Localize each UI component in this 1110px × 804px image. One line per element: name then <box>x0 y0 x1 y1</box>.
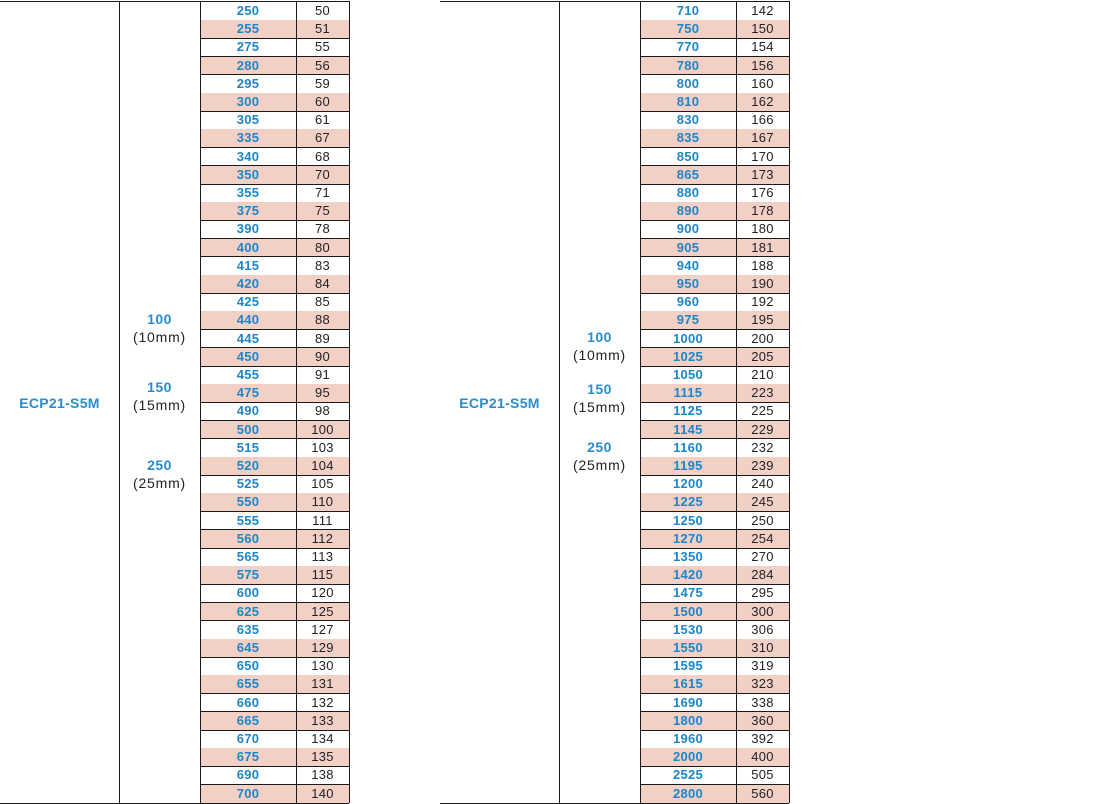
teeth-count: 360 <box>751 712 774 728</box>
table-row <box>200 166 349 184</box>
teeth-count: 239 <box>751 458 774 473</box>
teeth-count: 392 <box>751 731 774 746</box>
table-row <box>640 730 789 748</box>
teeth-count: 200 <box>751 330 774 346</box>
teeth-count: 229 <box>751 421 774 437</box>
teeth-count: 173 <box>751 166 774 182</box>
table-row <box>640 439 789 457</box>
teeth-count: 150 <box>751 21 774 37</box>
table-row <box>640 166 789 184</box>
table-row <box>200 512 349 530</box>
belt-length: 300 <box>236 94 260 109</box>
teeth-count: 210 <box>751 367 774 382</box>
belt-length: 710 <box>676 3 700 18</box>
belt-length: 850 <box>676 148 700 164</box>
teeth-count: 166 <box>751 112 774 128</box>
teeth-count: 132 <box>311 694 334 710</box>
teeth-count: 323 <box>751 676 774 692</box>
table-row <box>640 493 789 511</box>
belt-length: 355 <box>236 185 260 200</box>
belt-length: 665 <box>236 712 260 728</box>
table-row <box>640 712 789 730</box>
teeth-count: 88 <box>314 312 331 328</box>
belt-length: 940 <box>676 257 700 273</box>
belt-length: 575 <box>236 567 260 583</box>
teeth-count: 60 <box>314 94 331 109</box>
teeth-count: 78 <box>314 221 331 237</box>
teeth-count: 162 <box>751 94 774 109</box>
table-row <box>640 148 789 166</box>
teeth-count: 178 <box>751 203 774 219</box>
teeth-count: 55 <box>314 39 331 55</box>
table-row <box>200 75 349 93</box>
table-row <box>200 548 349 566</box>
belt-length: 1475 <box>672 585 704 601</box>
teeth-count: 120 <box>311 585 334 601</box>
table-row <box>200 93 349 111</box>
belt-length: 1270 <box>672 530 704 546</box>
teeth-count: 245 <box>751 494 774 510</box>
teeth-count: 134 <box>311 731 334 746</box>
table-row <box>640 475 789 493</box>
belt-length: 1125 <box>673 403 703 419</box>
belt-length: 390 <box>236 221 260 237</box>
table-row <box>640 402 789 420</box>
belt-length: 1595 <box>672 658 704 674</box>
teeth-count: 170 <box>751 148 774 164</box>
width-option <box>119 378 200 414</box>
belt-length: 295 <box>236 75 260 91</box>
table-row <box>640 311 789 329</box>
table-row <box>640 111 789 129</box>
teeth-count: 80 <box>314 239 331 255</box>
teeth-count: 142 <box>751 3 774 18</box>
belt-length: 780 <box>676 57 700 73</box>
table-row <box>640 75 789 93</box>
belt-length: 660 <box>236 694 260 710</box>
teeth-count: 127 <box>311 621 334 637</box>
column-divider <box>296 1 297 803</box>
table-row <box>640 257 789 275</box>
belt-length: 1000 <box>672 330 704 346</box>
teeth-count: 115 <box>311 567 334 583</box>
teeth-count: 51 <box>314 21 331 37</box>
teeth-count: 138 <box>311 767 334 783</box>
teeth-count: 176 <box>751 185 774 200</box>
table-row <box>640 93 789 111</box>
teeth-count: 75 <box>314 203 331 219</box>
belt-length: 1160 <box>673 439 703 455</box>
teeth-count: 61 <box>314 112 331 128</box>
belt-length: 305 <box>236 112 260 128</box>
belt-length: 475 <box>236 385 260 401</box>
width-option <box>559 438 640 474</box>
teeth-count: 59 <box>314 75 331 91</box>
belt-length: 1550 <box>672 640 704 655</box>
belt-length: 770 <box>676 39 700 55</box>
teeth-count: 105 <box>311 476 334 492</box>
teeth-count: 90 <box>314 348 331 364</box>
belt-length: 1225 <box>672 494 704 510</box>
table-row <box>640 202 789 220</box>
table-row <box>640 584 789 602</box>
column-divider <box>200 1 201 803</box>
belt-length: 1200 <box>672 476 704 492</box>
table-row <box>200 766 349 784</box>
teeth-count: 284 <box>751 567 774 583</box>
table-row <box>200 293 349 311</box>
teeth-count: 310 <box>751 640 774 655</box>
table-row <box>200 220 349 238</box>
table-row <box>200 275 349 293</box>
table-row <box>200 330 349 348</box>
belt-length: 440 <box>236 312 260 328</box>
column-divider <box>349 1 350 803</box>
belt-table-right <box>440 0 790 804</box>
belt-length: 1800 <box>672 712 704 728</box>
table-row <box>640 20 789 38</box>
table-row <box>200 639 349 657</box>
table-row <box>200 202 349 220</box>
teeth-count: 250 <box>751 512 774 528</box>
width-option <box>559 380 640 416</box>
teeth-count: 240 <box>751 476 774 492</box>
belt-length: 425 <box>236 294 260 310</box>
belt-length: 1420 <box>672 567 704 583</box>
teeth-count: 181 <box>751 239 774 255</box>
belt-length: 415 <box>236 257 260 273</box>
teeth-count: 71 <box>314 185 331 200</box>
table-row <box>200 439 349 457</box>
table-row <box>640 384 789 402</box>
belt-length: 420 <box>236 276 260 291</box>
teeth-count: 154 <box>751 39 774 55</box>
belt-length: 1350 <box>672 549 704 564</box>
belt-length: 880 <box>676 185 700 200</box>
belt-length: 445 <box>236 330 260 346</box>
width-option <box>119 456 200 492</box>
belt-length: 490 <box>236 403 260 419</box>
belt-length: 1145 <box>673 421 703 437</box>
width-mm: (10mm) <box>572 347 627 363</box>
teeth-count: 98 <box>314 403 331 419</box>
belt-length: 280 <box>236 57 260 73</box>
teeth-count: 112 <box>311 530 334 546</box>
width-value: 250 <box>587 439 612 455</box>
width-mm: (10mm) <box>132 329 187 345</box>
teeth-count: 338 <box>751 694 774 710</box>
table-row <box>640 129 789 147</box>
teeth-count: 113 <box>311 549 334 564</box>
belt-length: 515 <box>236 439 260 455</box>
belt-length: 670 <box>236 731 260 746</box>
belt-length: 1615 <box>672 676 704 692</box>
teeth-count: 167 <box>751 130 774 146</box>
belt-length: 2800 <box>672 785 704 801</box>
width-value: 100 <box>587 329 612 345</box>
belt-length: 500 <box>236 421 260 437</box>
table-row <box>200 257 349 275</box>
teeth-count: 104 <box>311 458 334 473</box>
belt-length: 2000 <box>672 749 704 765</box>
table-row <box>640 657 789 675</box>
belt-length: 700 <box>236 785 260 801</box>
table-row <box>200 184 349 202</box>
teeth-count: 225 <box>751 403 774 419</box>
belt-length: 1195 <box>673 458 703 473</box>
teeth-count: 188 <box>751 257 774 273</box>
belt-length: 525 <box>236 476 260 492</box>
table-row <box>640 421 789 439</box>
belt-length: 555 <box>236 512 260 528</box>
model-name: ECP21-S5M <box>459 395 540 411</box>
teeth-count: 129 <box>311 640 334 655</box>
belt-length: 335 <box>236 130 260 146</box>
table-row <box>200 621 349 639</box>
belt-length: 690 <box>236 767 260 783</box>
belt-length: 650 <box>236 658 260 674</box>
belt-length: 375 <box>236 203 260 219</box>
belt-length: 635 <box>236 621 260 637</box>
table-row <box>200 311 349 329</box>
table-row <box>640 239 789 257</box>
table-row <box>640 366 789 384</box>
belt-length: 255 <box>236 21 260 37</box>
table-row <box>200 402 349 420</box>
teeth-count: 133 <box>311 712 334 728</box>
teeth-count: 232 <box>751 439 774 455</box>
belt-length: 1115 <box>673 385 703 401</box>
table-row <box>640 457 789 475</box>
teeth-count: 91 <box>314 367 331 382</box>
belt-length: 250 <box>236 3 260 18</box>
table-row <box>640 748 789 766</box>
table-row <box>200 111 349 129</box>
column-divider <box>559 1 560 803</box>
belt-length: 800 <box>676 75 700 91</box>
teeth-count: 254 <box>751 530 774 546</box>
teeth-count: 70 <box>314 166 331 182</box>
table-row <box>640 566 789 584</box>
table-row <box>200 148 349 166</box>
table-row <box>640 220 789 238</box>
teeth-count: 190 <box>751 276 774 291</box>
teeth-count: 103 <box>311 439 334 455</box>
table-row <box>200 421 349 439</box>
width-option <box>559 328 640 364</box>
belt-length: 1960 <box>672 731 704 746</box>
belt-length: 890 <box>676 203 700 219</box>
table-row <box>640 184 789 202</box>
belt-length: 905 <box>676 239 700 255</box>
teeth-count: 67 <box>314 130 331 146</box>
table-row <box>200 38 349 56</box>
belt-length: 900 <box>676 221 700 237</box>
belt-length: 960 <box>676 294 700 310</box>
belt-length: 1050 <box>672 367 704 382</box>
width-value: 100 <box>147 311 172 327</box>
belt-length: 1500 <box>672 603 704 619</box>
teeth-count: 111 <box>312 512 333 528</box>
table-row <box>200 748 349 766</box>
teeth-count: 125 <box>311 603 334 619</box>
teeth-count: 131 <box>311 676 334 692</box>
table-row <box>640 603 789 621</box>
table-row <box>640 694 789 712</box>
table-row <box>640 2 789 20</box>
table-row <box>640 348 789 366</box>
teeth-count: 180 <box>751 221 774 237</box>
belt-length: 400 <box>236 239 260 255</box>
table-row <box>200 129 349 147</box>
teeth-count: 270 <box>751 549 774 564</box>
table-row <box>640 639 789 657</box>
belt-length: 550 <box>236 494 260 510</box>
table-row <box>200 475 349 493</box>
teeth-count: 50 <box>314 3 331 18</box>
belt-length: 600 <box>236 585 260 601</box>
width-mm: (25mm) <box>132 475 187 491</box>
table-row <box>640 766 789 784</box>
teeth-count: 560 <box>751 785 774 801</box>
teeth-count: 400 <box>751 749 774 765</box>
belt-length: 275 <box>236 39 260 55</box>
model-name: ECP21-S5M <box>19 395 100 411</box>
table-row <box>200 239 349 257</box>
teeth-count: 135 <box>311 749 334 765</box>
belt-length: 1690 <box>672 694 704 710</box>
belt-length: 2525 <box>672 767 704 783</box>
table-row <box>640 38 789 56</box>
belt-length: 810 <box>676 94 700 109</box>
teeth-count: 89 <box>314 330 331 346</box>
belt-length: 1025 <box>672 348 704 364</box>
belt-length: 455 <box>236 367 260 382</box>
belt-length: 975 <box>676 312 700 328</box>
belt-table-left <box>0 0 350 804</box>
table-row <box>640 785 789 803</box>
table-row <box>640 512 789 530</box>
table-row <box>200 730 349 748</box>
teeth-count: 192 <box>751 294 774 310</box>
teeth-count: 160 <box>751 75 774 91</box>
belt-length: 655 <box>236 676 260 692</box>
teeth-count: 100 <box>311 421 334 437</box>
teeth-count: 156 <box>751 57 774 73</box>
table-row <box>200 530 349 548</box>
table-row <box>640 293 789 311</box>
table-row <box>640 530 789 548</box>
column-divider <box>640 1 641 803</box>
belt-length: 645 <box>236 640 260 655</box>
teeth-count: 295 <box>751 585 774 601</box>
table-row <box>640 675 789 693</box>
width-value: 150 <box>587 381 612 397</box>
teeth-count: 505 <box>751 767 774 783</box>
teeth-count: 110 <box>311 494 334 510</box>
table-row <box>200 57 349 75</box>
column-divider <box>789 1 790 803</box>
belt-length: 340 <box>236 148 260 164</box>
teeth-count: 195 <box>751 312 774 328</box>
table-row <box>200 694 349 712</box>
teeth-count: 84 <box>314 276 331 291</box>
teeth-count: 205 <box>751 348 774 364</box>
belt-length: 520 <box>236 458 260 473</box>
belt-length: 675 <box>236 749 260 765</box>
column-divider <box>119 1 120 803</box>
belt-length: 625 <box>236 603 260 619</box>
table-row <box>200 675 349 693</box>
table-row <box>200 584 349 602</box>
table-row <box>200 785 349 803</box>
table-row <box>640 275 789 293</box>
table-row <box>640 330 789 348</box>
teeth-count: 56 <box>314 57 331 73</box>
belt-length: 565 <box>236 549 260 564</box>
table-row <box>200 20 349 38</box>
belt-length: 750 <box>676 21 700 37</box>
width-value: 250 <box>147 457 172 473</box>
width-value: 150 <box>147 379 172 395</box>
table-row <box>640 57 789 75</box>
table-row <box>200 457 349 475</box>
table-row <box>200 566 349 584</box>
table-row <box>200 366 349 384</box>
teeth-count: 85 <box>314 294 331 310</box>
teeth-count: 68 <box>314 148 331 164</box>
teeth-count: 223 <box>751 385 774 401</box>
belt-length: 835 <box>676 130 700 146</box>
teeth-count: 140 <box>311 785 334 801</box>
teeth-count: 83 <box>314 257 331 273</box>
belt-length: 950 <box>676 276 700 291</box>
belt-length: 865 <box>676 166 700 182</box>
width-mm: (25mm) <box>572 457 627 473</box>
belt-length: 450 <box>236 348 260 364</box>
belt-length: 830 <box>676 112 700 128</box>
table-row <box>200 348 349 366</box>
belt-length: 350 <box>236 166 260 182</box>
belt-length: 560 <box>236 530 260 546</box>
teeth-count: 319 <box>751 658 774 674</box>
width-mm: (15mm) <box>572 399 627 415</box>
table-row <box>200 657 349 675</box>
table-row <box>200 493 349 511</box>
table-row <box>200 712 349 730</box>
teeth-count: 130 <box>311 658 334 674</box>
teeth-count: 95 <box>314 385 331 401</box>
table-row <box>200 384 349 402</box>
column-divider <box>736 1 737 803</box>
belt-length: 1530 <box>672 621 704 637</box>
table-row <box>640 548 789 566</box>
table-row <box>200 603 349 621</box>
width-mm: (15mm) <box>132 397 187 413</box>
table-row <box>200 2 349 20</box>
teeth-count: 306 <box>751 621 774 637</box>
teeth-count: 300 <box>751 603 774 619</box>
width-option <box>119 310 200 346</box>
table-row <box>640 621 789 639</box>
belt-length: 1250 <box>672 512 704 528</box>
